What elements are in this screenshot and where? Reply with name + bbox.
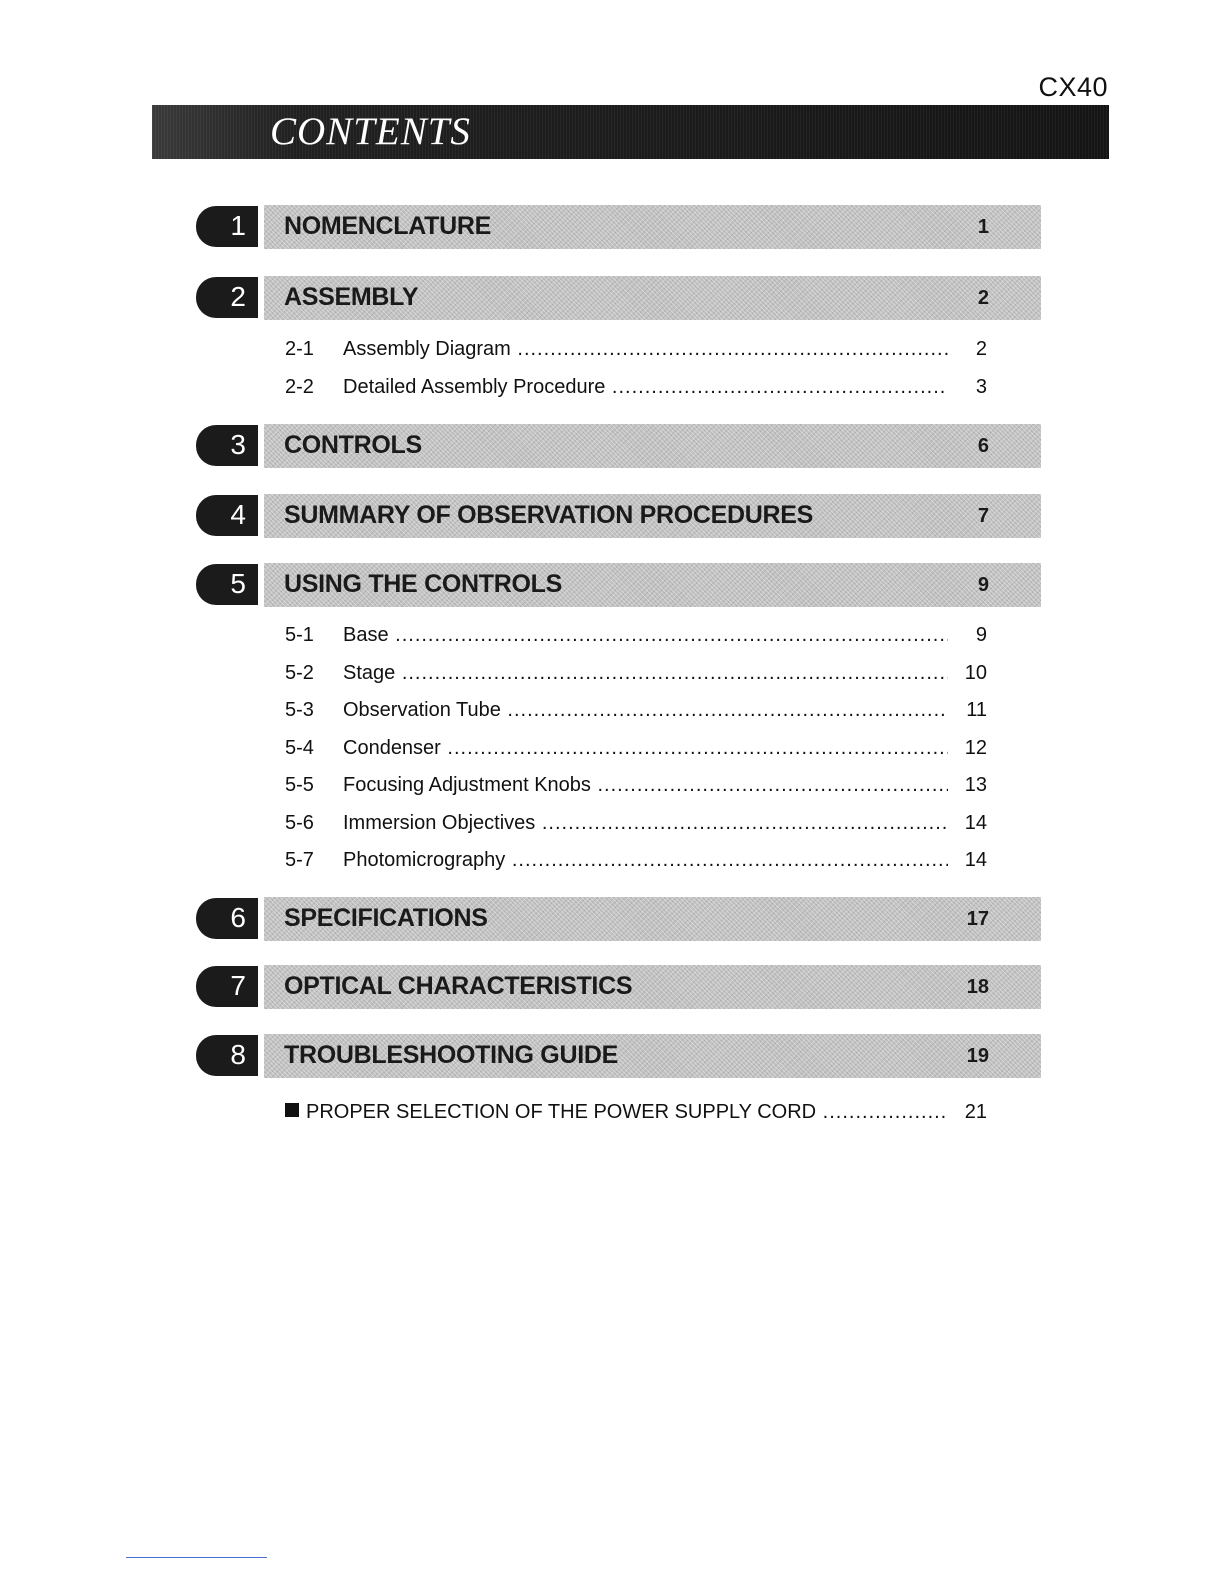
- item-number: 5-3: [285, 699, 314, 721]
- item-page: 3: [975, 376, 987, 398]
- section-page: 17: [966, 908, 989, 930]
- toc-section-nomenclature[interactable]: [196, 205, 1041, 249]
- toc-section-controls[interactable]: [196, 424, 1041, 468]
- section-bar: [264, 965, 1041, 1009]
- section-title: USING THE CONTROLS: [284, 570, 562, 598]
- item-page: 14: [964, 849, 987, 871]
- section-number-badge: 3: [196, 425, 258, 466]
- section-bar: [264, 205, 1041, 249]
- toc-item-5-6[interactable]: [285, 812, 987, 840]
- toc-item-5-2[interactable]: [285, 662, 987, 690]
- toc-item-5-3[interactable]: [285, 699, 987, 727]
- item-number: 2-1: [285, 338, 314, 360]
- square-bullet-icon: [285, 1103, 299, 1117]
- item-number: 5-1: [285, 624, 314, 646]
- section-number-badge: 5: [196, 564, 258, 605]
- toc-section-troubleshooting[interactable]: [196, 1034, 1041, 1078]
- section-page: 7: [977, 505, 989, 527]
- section-page: 1: [977, 216, 989, 238]
- item-title: Focusing Adjustment Knobs .....: [343, 774, 948, 797]
- item-page: 11: [966, 699, 987, 721]
- section-page: 18: [966, 976, 989, 998]
- page-title: CONTENTS: [270, 110, 471, 153]
- section-page: 9: [977, 574, 989, 596]
- item-page: 12: [964, 737, 987, 759]
- item-title: Photomicrography .....: [343, 849, 948, 872]
- item-number: 5-6: [285, 812, 314, 834]
- section-number-badge: 1: [196, 206, 258, 247]
- toc-item-power-cord[interactable]: [285, 1101, 987, 1129]
- section-title: CONTROLS: [284, 431, 422, 459]
- section-page: 19: [966, 1045, 989, 1067]
- item-page: 13: [964, 774, 987, 796]
- toc-section-optical[interactable]: [196, 965, 1041, 1009]
- toc-item-5-1[interactable]: [285, 624, 987, 652]
- section-number-badge: 8: [196, 1035, 258, 1076]
- toc-item-5-7[interactable]: [285, 849, 987, 877]
- item-page: 9: [975, 624, 987, 646]
- item-title: Base .....: [343, 624, 948, 647]
- section-bar: [264, 1034, 1041, 1078]
- section-title: SPECIFICATIONS: [284, 904, 488, 932]
- toc-section-using-controls[interactable]: [196, 563, 1041, 607]
- section-bar: [264, 276, 1041, 320]
- section-bar: [264, 897, 1041, 941]
- section-title: NOMENCLATURE: [284, 212, 492, 240]
- section-number-badge: 4: [196, 495, 258, 536]
- item-page: 10: [964, 662, 987, 684]
- item-title: Condenser .....: [343, 737, 948, 760]
- toc-item-5-5[interactable]: [285, 774, 987, 802]
- section-title: TROUBLESHOOTING GUIDE: [284, 1041, 618, 1069]
- item-page: 14: [964, 812, 987, 834]
- toc-section-assembly[interactable]: [196, 276, 1041, 320]
- toc-section-summary[interactable]: [196, 494, 1041, 538]
- toc-section-specifications[interactable]: [196, 897, 1041, 941]
- item-title: PROPER SELECTION OF THE POWER SUPPLY CORD: [306, 1101, 817, 1123]
- item-number: 5-4: [285, 737, 314, 759]
- item-title: Observation Tube .....: [343, 699, 948, 722]
- section-number-badge: 6: [196, 898, 258, 939]
- item-page: 21: [964, 1101, 987, 1123]
- section-bar: [264, 494, 1041, 538]
- toc-item-2-2[interactable]: [285, 376, 987, 404]
- section-title: ASSEMBLY: [284, 283, 419, 311]
- model-name: CX40: [1038, 72, 1108, 102]
- contents-title-bar: [152, 105, 1109, 159]
- item-title: Immersion Objectives .....: [343, 812, 948, 835]
- item-title: Stage .....: [343, 662, 948, 685]
- section-page: 6: [977, 435, 989, 457]
- item-title: Detailed Assembly Procedure .....: [343, 376, 948, 399]
- item-number: 5-2: [285, 662, 314, 684]
- footer-divider: [126, 1557, 267, 1558]
- item-number: 2-2: [285, 376, 314, 398]
- section-number-badge: 2: [196, 277, 258, 318]
- item-page: 2: [975, 338, 987, 360]
- section-page: 2: [977, 287, 989, 309]
- toc-item-2-1[interactable]: [285, 338, 987, 366]
- item-number: 5-7: [285, 849, 314, 871]
- section-bar: [264, 563, 1041, 607]
- item-number: 5-5: [285, 774, 314, 796]
- toc-item-5-4[interactable]: [285, 737, 987, 765]
- item-title: Assembly Diagram .....: [343, 338, 948, 361]
- section-title: OPTICAL CHARACTERISTICS: [284, 972, 633, 1000]
- section-number-badge: 7: [196, 966, 258, 1007]
- section-bar: [264, 424, 1041, 468]
- section-title: SUMMARY OF OBSERVATION PROCEDURES: [284, 501, 814, 529]
